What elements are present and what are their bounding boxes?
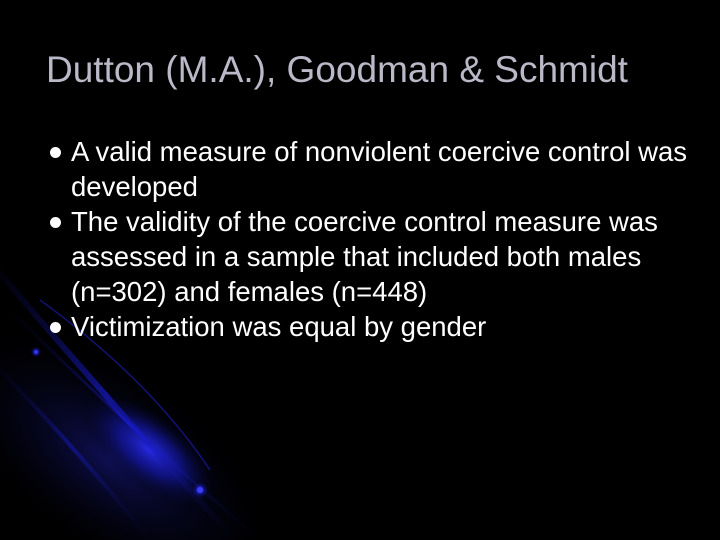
bullet-item bbox=[48, 134, 688, 204]
bullet-item bbox=[48, 204, 688, 309]
bullet-item bbox=[48, 309, 688, 344]
bullet-dot-icon bbox=[50, 217, 61, 228]
bullet-text: A valid measure of nonviolent coercive control was developed bbox=[71, 136, 688, 202]
bullet-list bbox=[48, 134, 688, 344]
bullet-dot-icon bbox=[50, 147, 61, 158]
slide-title: Dutton (M.A.), Goodman & Schmidt bbox=[46, 49, 628, 90]
bullet-text: Victimization was equal by gender bbox=[71, 311, 487, 342]
bullet-dot-icon bbox=[50, 322, 61, 333]
bullet-text: The validity of the coercive control measure was assessed in a sample that included both males (n=302) and females (n=448) bbox=[71, 206, 658, 307]
